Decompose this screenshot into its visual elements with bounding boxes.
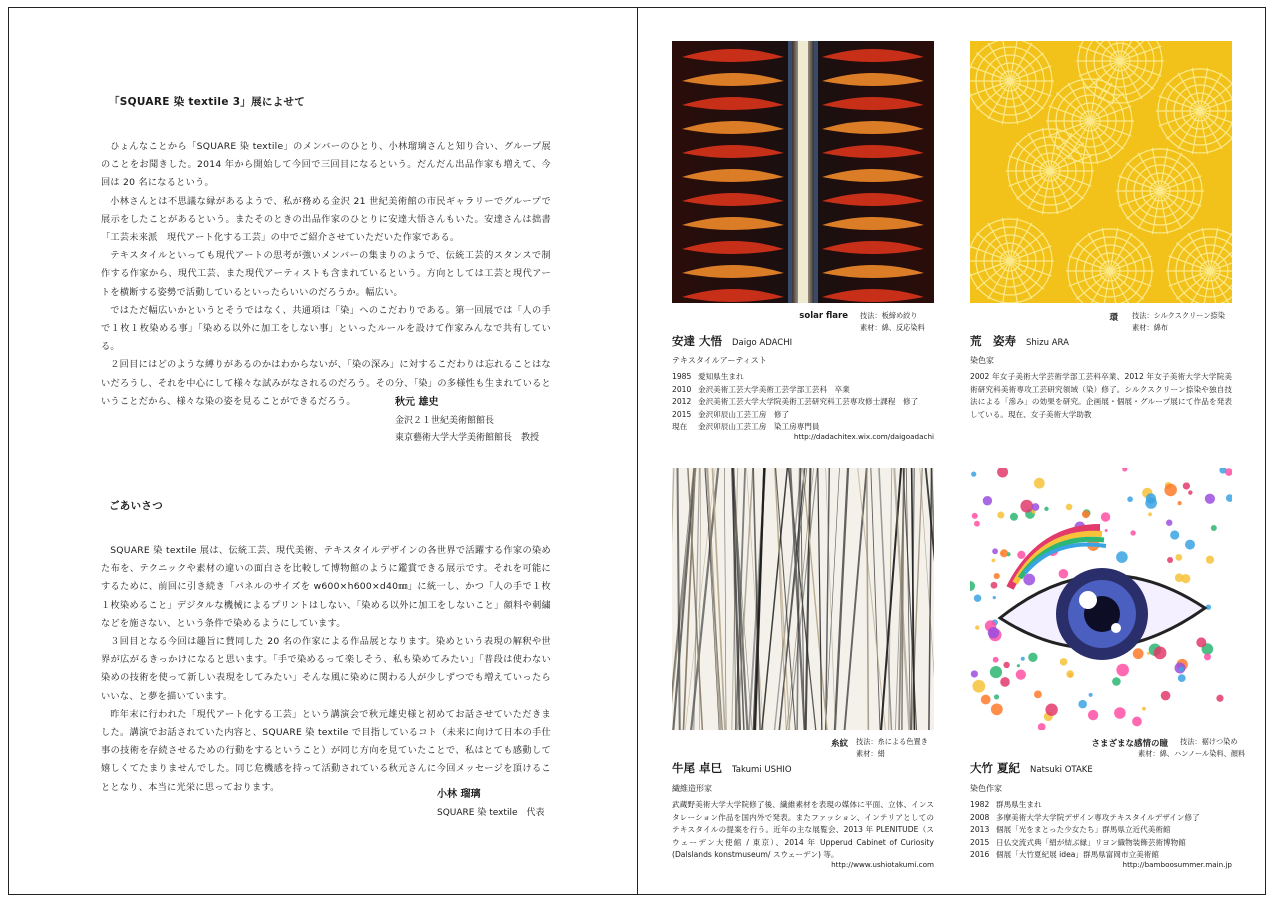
artist-cv — [970, 799, 1200, 862]
artwork-title: さまざまな感情の瞳 — [1091, 739, 1168, 749]
greeting-body — [101, 542, 551, 797]
artwork-title: solar flare — [799, 311, 848, 321]
artwork-image-eye — [970, 468, 1232, 730]
essay-body — [101, 138, 551, 411]
artist-url[interactable]: http://bamboosummer.main.jp — [1122, 860, 1232, 869]
material-text: 素材：綿、ハンノール染料、顔料 — [1138, 749, 1246, 758]
cv-entry: 1985 愛知県生まれ — [672, 372, 744, 381]
artwork-image-solar-flare — [672, 41, 934, 303]
cv-entry: 2010 金沢美術工芸大学美術工芸学部工芸科 卒業 — [672, 384, 850, 394]
artist-name-jp: 牛尾 卓巳 — [672, 761, 723, 775]
cv-entry: 2015 金沢卯辰山工芸工房 修了 — [672, 409, 790, 419]
signature-name: 秋元 雄史 — [395, 397, 439, 408]
artwork-image-itomon — [672, 468, 934, 730]
essay-paragraph: ではただ幅広いかというとそうではなく、共通項は「染」へのこだわりである。第一回展では「人の手で１枚１枚染める事」「染める以外に加工をしない事」といったルールを設けて作家みんなで共有している。 — [101, 304, 551, 353]
technique-text: 技法：シルクスクリーン捺染 — [1132, 311, 1225, 320]
left-page — [9, 8, 638, 896]
artist-cv — [672, 371, 918, 434]
artwork-technique — [1132, 310, 1225, 334]
cv-entry: 現在 金沢卯辰山工芸工房 染工房専門員 — [672, 422, 820, 432]
cv-entry: 1982 群馬県生まれ — [970, 800, 1042, 809]
artist-role: 染色家 — [970, 356, 994, 365]
artist-name — [970, 333, 1069, 349]
artist-name-roman: Shizu ARA — [1026, 338, 1069, 348]
essay-paragraph: テキスタイルといっても現代アートの思考が強いメンバーの集まりのようで、伝統工芸的スタンスで制作する作家から、現代工芸、また現代アーティストも含まれているという。方向としては工芸と現代アートを横断する姿勢で活動しているといったらいいのだろうか。幅広い。 — [101, 250, 551, 298]
artwork-title: 環 — [1109, 313, 1118, 323]
cv-entry: 2016 個展「大竹夏紀展 idea」群馬県富岡市立美術館 — [970, 850, 1159, 860]
artwork-technique — [856, 736, 928, 760]
technique-text: 技法：裾けつ染め — [1180, 737, 1238, 746]
greeting-paragraph: ３回目となる今回は趣旨に賛同した 20 名の作家による作品展となります。染めという表現の解釈や世界が広がるきっかけになると思います。「手で染めるって楽しそう、私も染めてみたい」「普段は使わない染めの技術を使って新しい表現をしてみたい」そんな風に染めに関わる人が少しずつでも増えていったらいいな、と夢を描いています。 — [101, 636, 551, 702]
artist-name-jp: 荒 姿寿 — [970, 334, 1016, 348]
artist-bio: 2002 年女子美術大学芸術学部工芸科卒業、2012 年女子美術大学大学院美術研究科美術専攻工芸研究領域（染）修了。シルクスクリーン捺染や独自技法による「滲み」の効果を研究。企画展・個展・グループ展にて作品を発表している。現在、女子美術大学助教 — [970, 372, 1232, 419]
page-fold — [637, 7, 638, 895]
cv-entry: 2013 個展「光をまとった少女たち」群馬県立近代美術館 — [970, 825, 1171, 835]
artist-role: 繊維造形家 — [672, 784, 712, 793]
material-text: 素材：絹 — [856, 749, 885, 758]
signature-affiliation: 東京藝術大学大学美術館館長 教授 — [395, 433, 540, 443]
artist-name-roman: Natsuki OTAKE — [1030, 765, 1093, 775]
artist-name-roman: Daigo ADACHI — [732, 338, 793, 348]
greeting-signature — [437, 786, 545, 822]
material-text: 素材：綿、反応染料 — [860, 323, 925, 332]
technique-text: 技法：糸による色置き — [856, 737, 928, 746]
artwork-image-wa — [970, 41, 1232, 303]
artist-role: 染色作家 — [970, 784, 1002, 793]
artist-name — [672, 760, 792, 776]
material-text: 素材：綿布 — [1132, 323, 1168, 332]
artwork-technique — [1138, 736, 1260, 760]
cv-entry: 2008 多摩美術大学大学院デザイン専攻テキスタイルデザイン修了 — [970, 812, 1200, 822]
artwork-technique — [860, 310, 925, 334]
essay-paragraph: ２回目にはどのような縛りがあるのかはわからないが、「染の深み」に対するこだわりは忘れることはないだろうし、それを中心にして様々な試みがなされるのだろう。その分、「染」の多様性も生まれているということだから、様々な染の姿を見ることができるだろう。 — [101, 359, 551, 407]
artist-name-jp: 大竹 夏紀 — [970, 761, 1021, 775]
artist-name-jp: 安達 大悟 — [672, 334, 723, 348]
artist-name — [672, 333, 792, 349]
artwork-title: 糸紋 — [830, 739, 848, 749]
essay-title: 「SQUARE 染 textile 3」展によせて — [109, 96, 306, 108]
cv-entry: 2015 日仏交流式典「絹が結ぶ縁」リヨン織物装飾芸術博物館 — [970, 837, 1186, 847]
artist-url[interactable]: http://dadachitex.wix.com/daigoadachi — [793, 432, 934, 441]
artist-role: テキスタイルアーティスト — [672, 356, 767, 365]
artist-url[interactable]: http://www.ushiotakumi.com — [831, 860, 934, 869]
greeting-title: ごあいさつ — [109, 500, 163, 512]
essay-signature — [395, 394, 539, 447]
signature-affiliation: SQUARE 染 textile 代表 — [437, 808, 545, 818]
technique-text: 技法：板締め絞り — [860, 311, 918, 320]
artist-name-roman: Takumi USHIO — [732, 765, 792, 775]
right-page — [638, 8, 1267, 896]
greeting-paragraph: SQUARE 染 textile 展は、伝統工芸、現代美術、テキスタイルデザインの各世界で活躍する作家の染めた布を、テクニックや素材の違いの面白さを比較して博物館のように鑑賞できる展示です。それを可能にするために、前回に引き続き「パネルのサイズを w600×h600×d40㎜」に統一し、かつ「人の手で１枚１枚染めること」デジタルな機械によるプリントはしない、「染める以外に加工をしないこと」顔料や刺繍などを施さない、という条件で染めるようにしています。 — [101, 545, 551, 629]
artist-bio: 武蔵野美術大学大学院修了後、繊維素材を表現の媒体に平面、立体、インスタレーション作品を国内外で発表。またファッション、インテリアとしてのテキスタイルの提案を行う。近年の主な展覧会、2013 年 PLENITUDE（スウェーデン大使館 / 東京）、2014 年 Upperud Cabinet of Curiosity (Dalslands konstmuseum/ スウェーデン) 等。 — [672, 800, 934, 860]
greeting-paragraph: 昨年末に行われた「現代アート化する工芸」という講演会で秋元雄史様と初めてお話させていただきました。講演でお話されていた内容と、SQUARE 染 textile で目指しているコト（未来に向けて日本の手仕事の技術を存続させるための行動をするということ）が同じ方向を見ていたことで、私はとても感動して嬉しくてたまりませんでした。同じ危機感を持って活動されている秋元さんに今回メッセージを頂けることとなり、本当に光栄に思っております。 — [101, 708, 551, 793]
signature-name: 小林 瑠璃 — [437, 789, 481, 800]
artist-name — [970, 760, 1093, 776]
essay-paragraph: 小林さんとは不思議な縁があるようで、私が務める金沢 21 世紀美術館の市民ギャラリーでグループで展示をしたことがあるという。またそのときの出品作家のひとりに安達大悟さんもいた。安達さんは拙書「工芸未来派 現代アート化する工芸」の中でご紹介させていただいた作家である。 — [101, 195, 551, 244]
signature-affiliation: 金沢２１世紀美術館館長 — [395, 416, 495, 426]
cv-entry: 2012 金沢美術工芸大学大学院美術工芸研究科工芸専攻修士課程 修了 — [672, 397, 919, 407]
essay-paragraph: ひょんなことから「SQUARE 染 textile」のメンバーのひとり、小林瑠璃さんと知り合い、グループ展のことをお聞きした。2014 年から開始して今回で三回目になるという。だんだん出品作家も増えて、今回は 20 名になるという。 — [101, 141, 551, 189]
